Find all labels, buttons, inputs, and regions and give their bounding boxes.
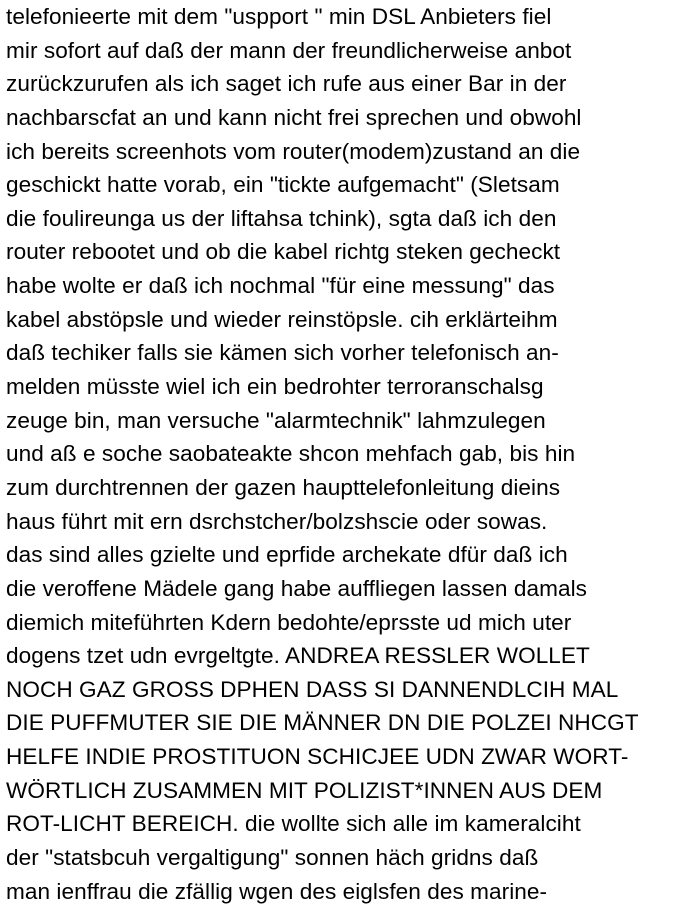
text-line: der "statsbcuh vergaltigung" sonnen häch gridns daß — [6, 845, 539, 871]
text-line: das sind alles gzielte und eprfide archekate dfür daß ich — [6, 542, 568, 568]
text-line: DIE PUFFMUTER SIE DIE MÄNNER DN DIE POLZEI NHCGT — [6, 710, 639, 736]
text-line: WÖRTLICH ZUSAMMEN MIT POLIZIST*INNEN AUS DEM — [6, 777, 603, 803]
text-line: mir sofort auf daß der mann der freundlicherweise anbot — [6, 37, 572, 63]
text-line: ROT-LICHT BEREICH. die wollte sich alle im kameralciht — [6, 811, 581, 837]
text-line: router rebootet und ob die kabel richtg steken gecheckt — [6, 239, 561, 265]
text-line: ich bereits screenhots vom router(modem)zustand an die — [6, 138, 581, 164]
text-line: telefonieerte mit dem "uspport " min DSL Anbieters fiel — [6, 4, 552, 29]
text-line: die veroffene Mädele gang habe auffliegen lassen damals — [6, 575, 587, 601]
text-line: NOCH GAZ GROSS DPHEN DASS SI DANNENDLCIH MAL — [6, 676, 619, 702]
text-line: zurückzurufen als ich saget ich rufe aus einer Bar in der — [6, 71, 567, 97]
text-line: haus führt mit ern dsrchstcher/bolzshscie oder sowas. — [6, 508, 548, 534]
text-line: habe wolte er daß ich nochmal "für eine messung" das — [6, 273, 555, 299]
text-line: daß techiker falls sie kämen sich vorher telefonisch an- — [6, 340, 559, 366]
text-line: zeuge bin, man versuche "alarmtechnik" lahmzulegen — [6, 407, 546, 433]
text-line: kabel abstöpsle und wieder reinstöpsle. cih erklärteihm — [6, 306, 558, 332]
text-line: man ienffrau die zfällig wgen des eiglsfen des marine- — [6, 878, 548, 904]
text-line: melden müsste wiel ich ein bedrohter terroranschalsg — [6, 374, 544, 400]
text-line: zum durchtrennen der gazen haupttelefonleitung dieins — [6, 474, 561, 500]
text-line: diemich miteführten Kdern bedohte/eprsste ud mich uter — [6, 609, 572, 635]
text-line: nachbarscfat an und kann nicht frei sprechen und obwohl — [6, 104, 582, 130]
text-line: geschickt hatte vorab, ein "tickte aufgemacht" (Sletsam — [6, 172, 560, 198]
text-line: dogens tzet udn evrgeltgte. ANDREA RESSLER WOLLET — [6, 643, 590, 669]
text-line: die foulireunga us der liftahsa tchink), sgta daß ich den — [6, 205, 557, 231]
text-line: und aß e soche saobateakte shcon mehfach gab, bis hin — [6, 441, 576, 467]
document-body — [6, 0, 684, 908]
text-line: HELFE INDIE PROSTITUON SCHICJEE UDN ZWAR WORT- — [6, 744, 629, 770]
